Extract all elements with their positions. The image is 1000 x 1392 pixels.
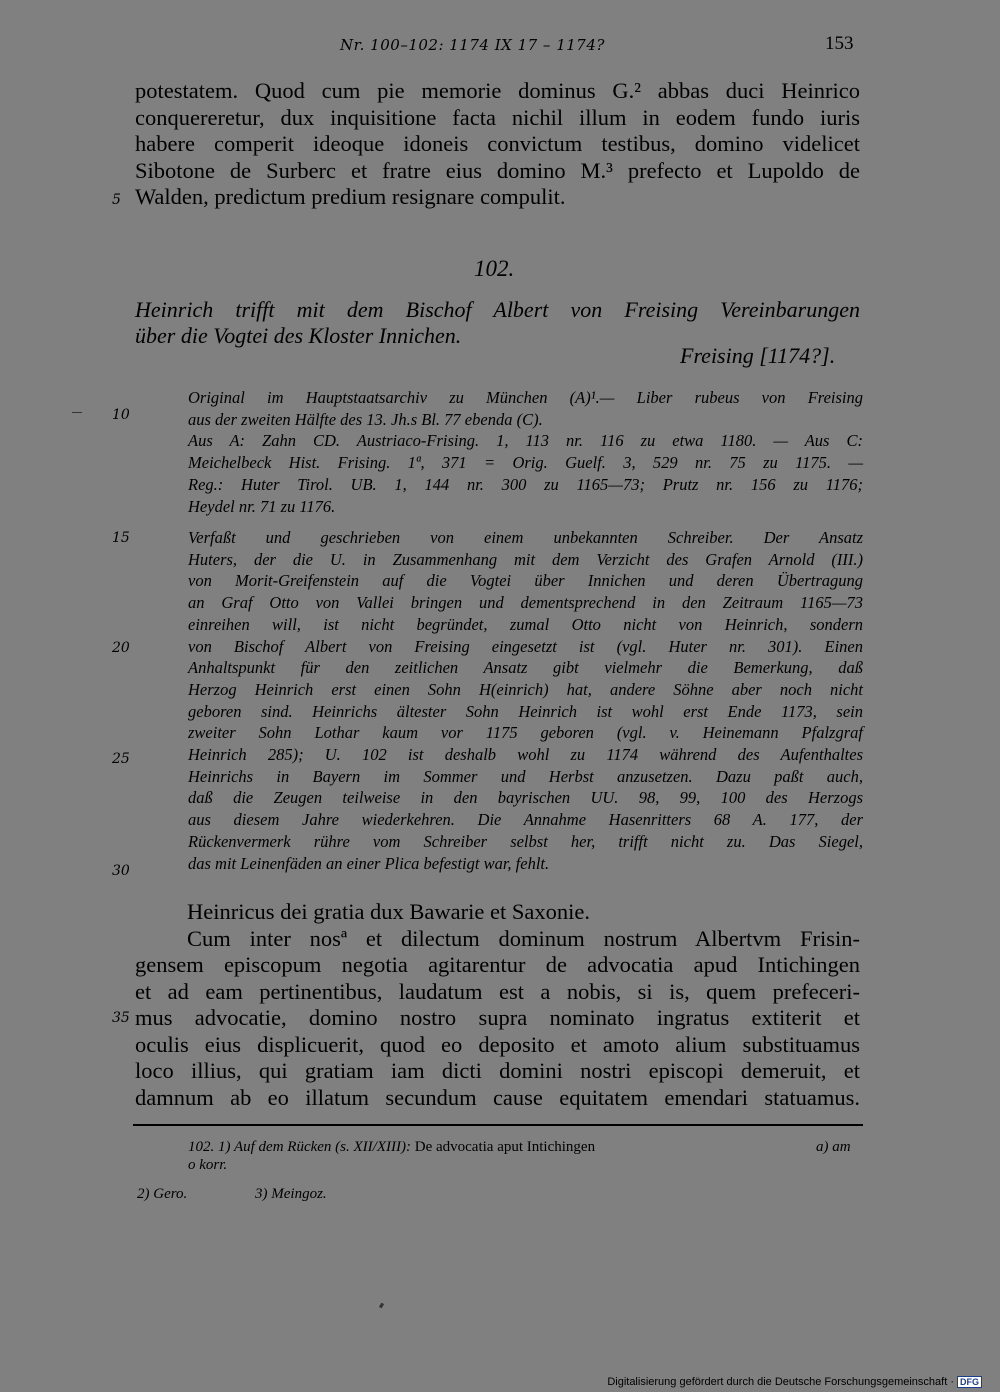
dfg-logo: DFG <box>957 1376 982 1388</box>
commentary-line: zweiter Sohn Lothar kaum vor 1175 geboren (vgl. v. Heinemann Pfalzgraf <box>188 723 863 743</box>
regest-line-2: über die Vogtei des Kloster Innichen. <box>135 323 462 348</box>
commentary-line: Herzog Heinrich erst einen Sohn H(einrich) hat, andere Söhne aber noch nicht <box>188 679 863 699</box>
commentary-line: von Morit-Greifenstein auf die Vogtei über Innichen und deren Übertragung <box>188 571 863 591</box>
text-line: mus advocatie, domino nostro supra nominato ingratus extiterit et <box>135 1005 860 1030</box>
tradition-line: aus der zweiten Hälfte des 13. Jh.s Bl. 77 ebenda (C). <box>188 409 543 429</box>
commentary-line: von Bischof Albert von Freising eingesetzt ist (vgl. Huter nr. 301). Einen <box>188 636 863 656</box>
footnote-rule <box>133 1124 863 1126</box>
page-number: 153 <box>825 33 854 54</box>
commentary-line: Rückenvermerk rühre vom Schreiber selbst her, trifft nicht zu. Das Siegel, <box>188 831 863 851</box>
line-number: 5 <box>112 192 121 208</box>
footnote-3: 3) Meingoz. <box>255 1186 327 1202</box>
text-line: gensem episcopum negotia agitarentur de advocatia apud Intichingen <box>135 952 860 977</box>
running-title: Nr. 100–102: 1174 IX 17 – 1174? <box>340 36 605 54</box>
commentary-line: Huters, der die U. in Zusammenhang mit dem Verzicht des Grafen Arnold (III.) <box>188 549 863 569</box>
footnote-a: a) am <box>816 1139 851 1155</box>
tradition-line: Heydel nr. 71 zu 1176. <box>188 496 336 516</box>
commentary-line: an Graf Otto von Vallei bringen und dementsprechend in den Zeitraum 1165—73 <box>188 593 863 613</box>
document-number: 102. <box>474 256 515 281</box>
text-line: Cum inter nosª et dilectum dominum nostrum Albertvm Frisin- <box>187 925 860 951</box>
tradition-line: Aus A: Zahn CD. Austriaco-Frising. 1, 113 nr. 116 zu etwa 1180. — Aus C: <box>188 431 863 451</box>
text-line: conquereretur, dux inquisitione facta nichil illum in eodem fundo iuris <box>135 104 860 130</box>
scan-speck <box>379 1303 384 1309</box>
commentary-line: Heinrichs in Bayern im Sommer und Herbst anzusetzen. Dazu paßt auch, <box>188 766 863 786</box>
place-date: Freising [1174?]. <box>680 343 836 368</box>
footnote-1 <box>188 1139 595 1156</box>
text-line: et ad eam pertinentibus, laudatum est a nobis, si is, quem prefeceri- <box>135 978 860 1004</box>
commentary-block <box>188 527 863 874</box>
line-number: 25 <box>112 751 130 767</box>
line-number: 35 <box>112 1010 130 1026</box>
intitulatio: Heinricus dei gratia dux Bawarie et Saxonie. <box>187 899 590 924</box>
text-line: oculis eius displicuerit, quod eo deposito et amoto alium substituamus <box>135 1031 860 1057</box>
tradition-line: Original im Hauptstaatsarchiv zu München (A)¹.— Liber rubeus von Freising <box>188 388 863 407</box>
footnote-a-continuation: o korr. <box>188 1157 228 1173</box>
line-number: 15 <box>112 530 130 546</box>
text-line: habere comperit ideoque idoneis convictum testibus, domino videlicet <box>135 131 860 156</box>
footer-text: Digitalisierung gefördert durch die Deutsche Forschungsgemeinschaft · <box>607 1376 954 1388</box>
line-number: 10 <box>112 407 130 423</box>
document-text <box>135 899 860 1111</box>
commentary-line: daß die Zeugen teilweise in den bayrischen UU. 98, 99, 100 des Herzogs <box>188 788 863 808</box>
footnote-2: 2) Gero. <box>137 1186 188 1202</box>
commentary-line: einreihen will, ist nicht begründet, zumal Otto nicht von Heinrich, sondern <box>188 614 863 634</box>
footnote-1-text: De advocatia aput Intichingen <box>414 1139 596 1155</box>
top-paragraph <box>135 78 860 211</box>
text-line: Sibotone de Surberc et fratre eius domino M.³ prefecto et Lupoldo de <box>135 157 860 183</box>
line-number: 30 <box>112 863 130 879</box>
footnote-1-label: 102. 1) Auf dem Rücken (s. XII/XIII): <box>188 1139 411 1155</box>
commentary-line: das mit Leinenfäden an einer Plica befestigt war, fehlt. <box>188 853 550 873</box>
text-line: potestatem. Quod cum pie memorie dominus G.² abbas duci Heinrico <box>135 78 860 103</box>
line-number: 20 <box>112 640 130 656</box>
tradition-line: Meichelbeck Hist. Frising. 1ª, 371 = Orig. Guelf. 3, 529 nr. 75 zu 1175. — <box>188 453 863 473</box>
tradition-line: Reg.: Huter Tirol. UB. 1, 144 nr. 300 zu 1165—73; Prutz nr. 156 zu 1176; <box>188 474 863 494</box>
commentary-line: Verfaßt und geschrieben von einem unbekannten Schreiber. Der Ansatz <box>188 528 863 547</box>
digitization-footer <box>607 1376 982 1388</box>
commentary-line: geboren sind. Heinrichs ältester Sohn Heinrich ist wohl erst Ende 1173, sein <box>188 701 863 721</box>
text-line: damnum ab eo illatum secundum cause equitatem emendari statuamus. <box>135 1084 860 1110</box>
regest-line-1: Heinrich trifft mit dem Bischof Albert von Freising Vereinbarungen <box>135 297 860 322</box>
commentary-line: Heinrich 285); U. 102 ist deshalb wohl zu 1174 während des Aufenthaltes <box>188 745 863 765</box>
text-line: Walden, predictum predium resignare compulit. <box>135 184 566 209</box>
commentary-line: aus diesem Jahre wiederkehren. Die Annahme Hasenritters 68 A. 177, der <box>188 810 863 830</box>
tradition-block <box>188 387 863 517</box>
text-line: loco illius, qui gratiam iam dicti domini nostri episcopi demeruit, et <box>135 1058 860 1083</box>
commentary-line: Anhaltspunkt für den zeitlichen Ansatz gibt vielmehr die Bemerkung, daß <box>188 658 863 678</box>
margin-mark <box>72 412 82 413</box>
